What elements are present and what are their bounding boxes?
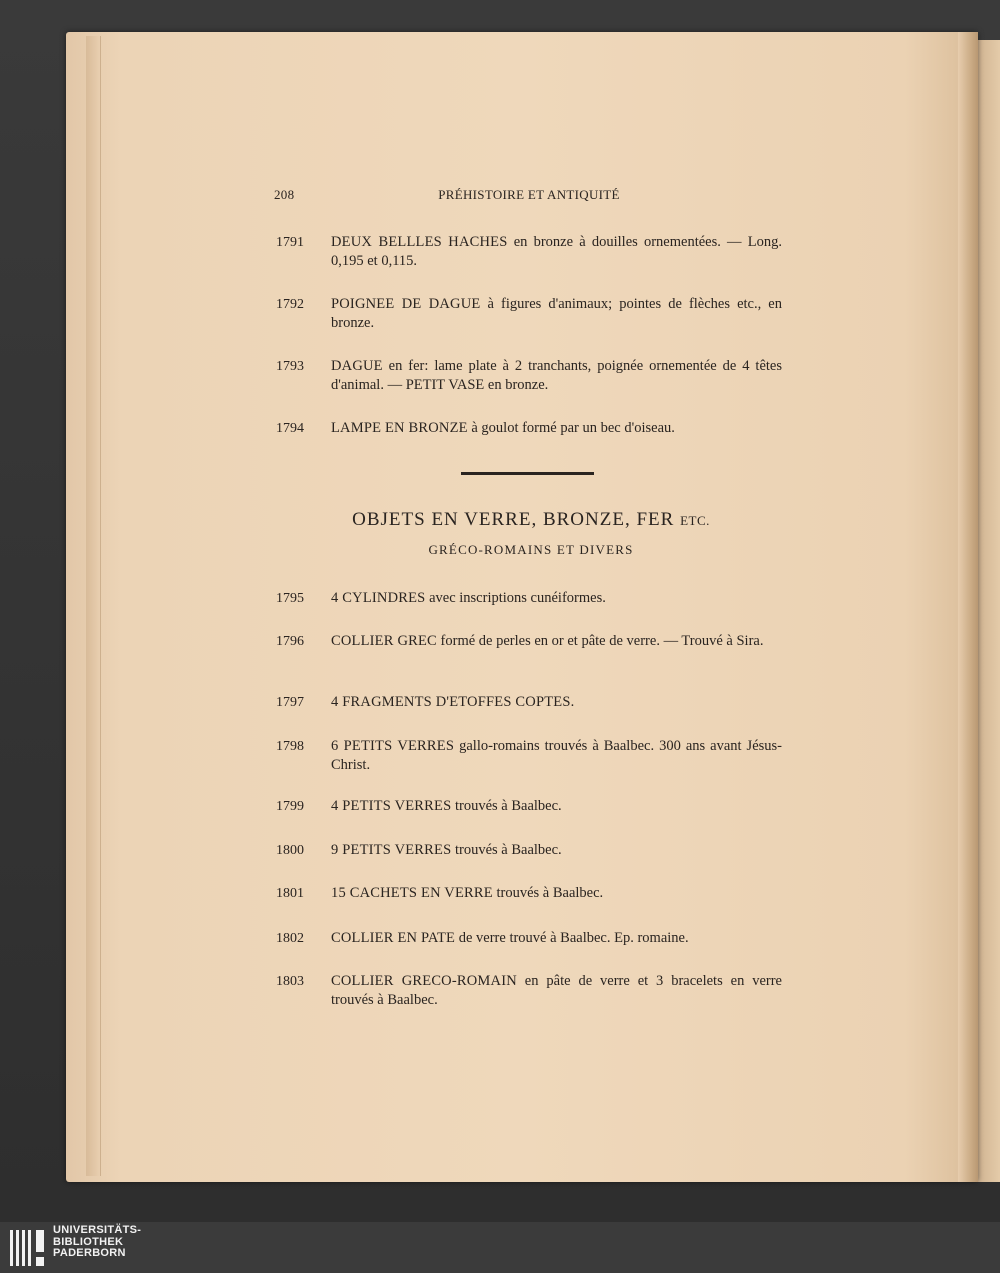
entry-description: en fer: lame plate à 2 tranchants, poignée ornementée de 4 têtes d'animal. — PETIT VASE en bronze.	[331, 358, 782, 393]
library-footer	[0, 1222, 1000, 1273]
entry-number: 1794	[276, 421, 304, 436]
entry-description: à figures d'animaux; pointes de flèches etc., en bronze.	[331, 296, 782, 331]
entry-text	[331, 632, 782, 651]
book-gutter	[958, 32, 978, 1182]
entry-title: DEUX BELLLES HACHES	[331, 234, 508, 250]
section-subtitle: GRÉCO-ROMAINS ET DIVERS	[428, 542, 634, 557]
entry-number: 1803	[276, 974, 304, 989]
entry-title: 9 PETITS VERRES	[331, 842, 452, 858]
entry-description: gallo-romains trouvés à Baalbec. 300 ans avant Jésus-Christ.	[331, 738, 782, 773]
entry-number: 1791	[276, 235, 304, 250]
entry-text	[331, 419, 782, 438]
page-number: 208	[274, 187, 295, 202]
section-title	[276, 509, 786, 531]
entry-text	[331, 841, 782, 860]
entry-description: trouvés à Baalbec.	[451, 842, 562, 858]
page-stack-edge	[86, 36, 101, 1176]
entry-title: 4 FRAGMENTS D'ETOFFES COPTES.	[331, 694, 575, 710]
entry-description: à goulot formé par un bec d'oiseau.	[467, 420, 675, 436]
entry-text	[331, 693, 782, 712]
entry-number: 1799	[276, 799, 304, 814]
entry-description: en pâte de verre et 3 bracelets en verre trouvés à Baalbec.	[331, 973, 782, 1008]
entry-description: trouvés à Baalbec.	[451, 798, 562, 814]
entry-number: 1796	[276, 634, 304, 649]
entry-number: 1798	[276, 739, 304, 754]
library-name-line1: UNIVERSITÄTS-	[53, 1224, 142, 1236]
entry-title: COLLIER GRECO-ROMAIN	[331, 973, 517, 989]
entry-text	[331, 589, 782, 608]
entry-number: 1795	[276, 591, 304, 606]
entry-text	[331, 797, 782, 816]
entry-number: 1800	[276, 843, 304, 858]
entry-title: POIGNEE DE DAGUE	[331, 296, 481, 312]
entry-description: de verre trouvé à Baalbec. Ep. romaine.	[455, 930, 689, 946]
entry-title: DAGUE	[331, 358, 383, 374]
entry-title: 15 CACHETS EN VERRE	[331, 885, 493, 901]
section-title-etc: ETC.	[680, 513, 710, 528]
entry-text	[331, 233, 782, 271]
entry-title: LAMPE EN BRONZE	[331, 420, 468, 436]
entry-text	[331, 357, 782, 395]
entry-title: COLLIER GREC	[331, 633, 437, 649]
entry-number: 1792	[276, 297, 304, 312]
section-divider	[461, 472, 594, 475]
library-name-line3: PADERBORN	[53, 1247, 126, 1259]
entry-description: en bronze à douilles ornementées. — Long. 0,195 et 0,115.	[331, 234, 782, 269]
entry-description: avec inscriptions cunéiformes.	[425, 590, 606, 606]
library-name-line2: BIBLIOTHEK	[53, 1235, 124, 1248]
entry-title: 4 PETITS VERRES	[331, 798, 452, 814]
facing-page-edge	[976, 40, 1000, 1182]
entry-text	[331, 737, 782, 775]
entry-description: formé de perles en or et pâte de verre. — Trouvé à Sira.	[436, 633, 764, 649]
running-title: PRÉHISTOIRE ET ANTIQUITÉ	[438, 187, 620, 202]
entry-title: COLLIER EN PATE	[331, 930, 456, 946]
entry-text	[331, 972, 782, 1010]
entry-text	[331, 884, 782, 903]
section-title-main: OBJETS EN VERRE, BRONZE, FER	[352, 509, 675, 530]
entry-text	[331, 295, 782, 333]
entry-description: trouvés à Baalbec.	[492, 885, 604, 901]
library-name	[53, 1225, 141, 1260]
library-logo-icon	[8, 1228, 48, 1268]
entry-number: 1802	[276, 931, 304, 946]
entry-number: 1793	[276, 359, 304, 374]
entry-title: 4 CYLINDRES	[331, 590, 426, 606]
entry-number: 1801	[276, 886, 304, 901]
entry-number: 1797	[276, 695, 304, 710]
entry-title: 6 PETITS VERRES	[331, 738, 455, 754]
entry-text	[331, 929, 782, 948]
